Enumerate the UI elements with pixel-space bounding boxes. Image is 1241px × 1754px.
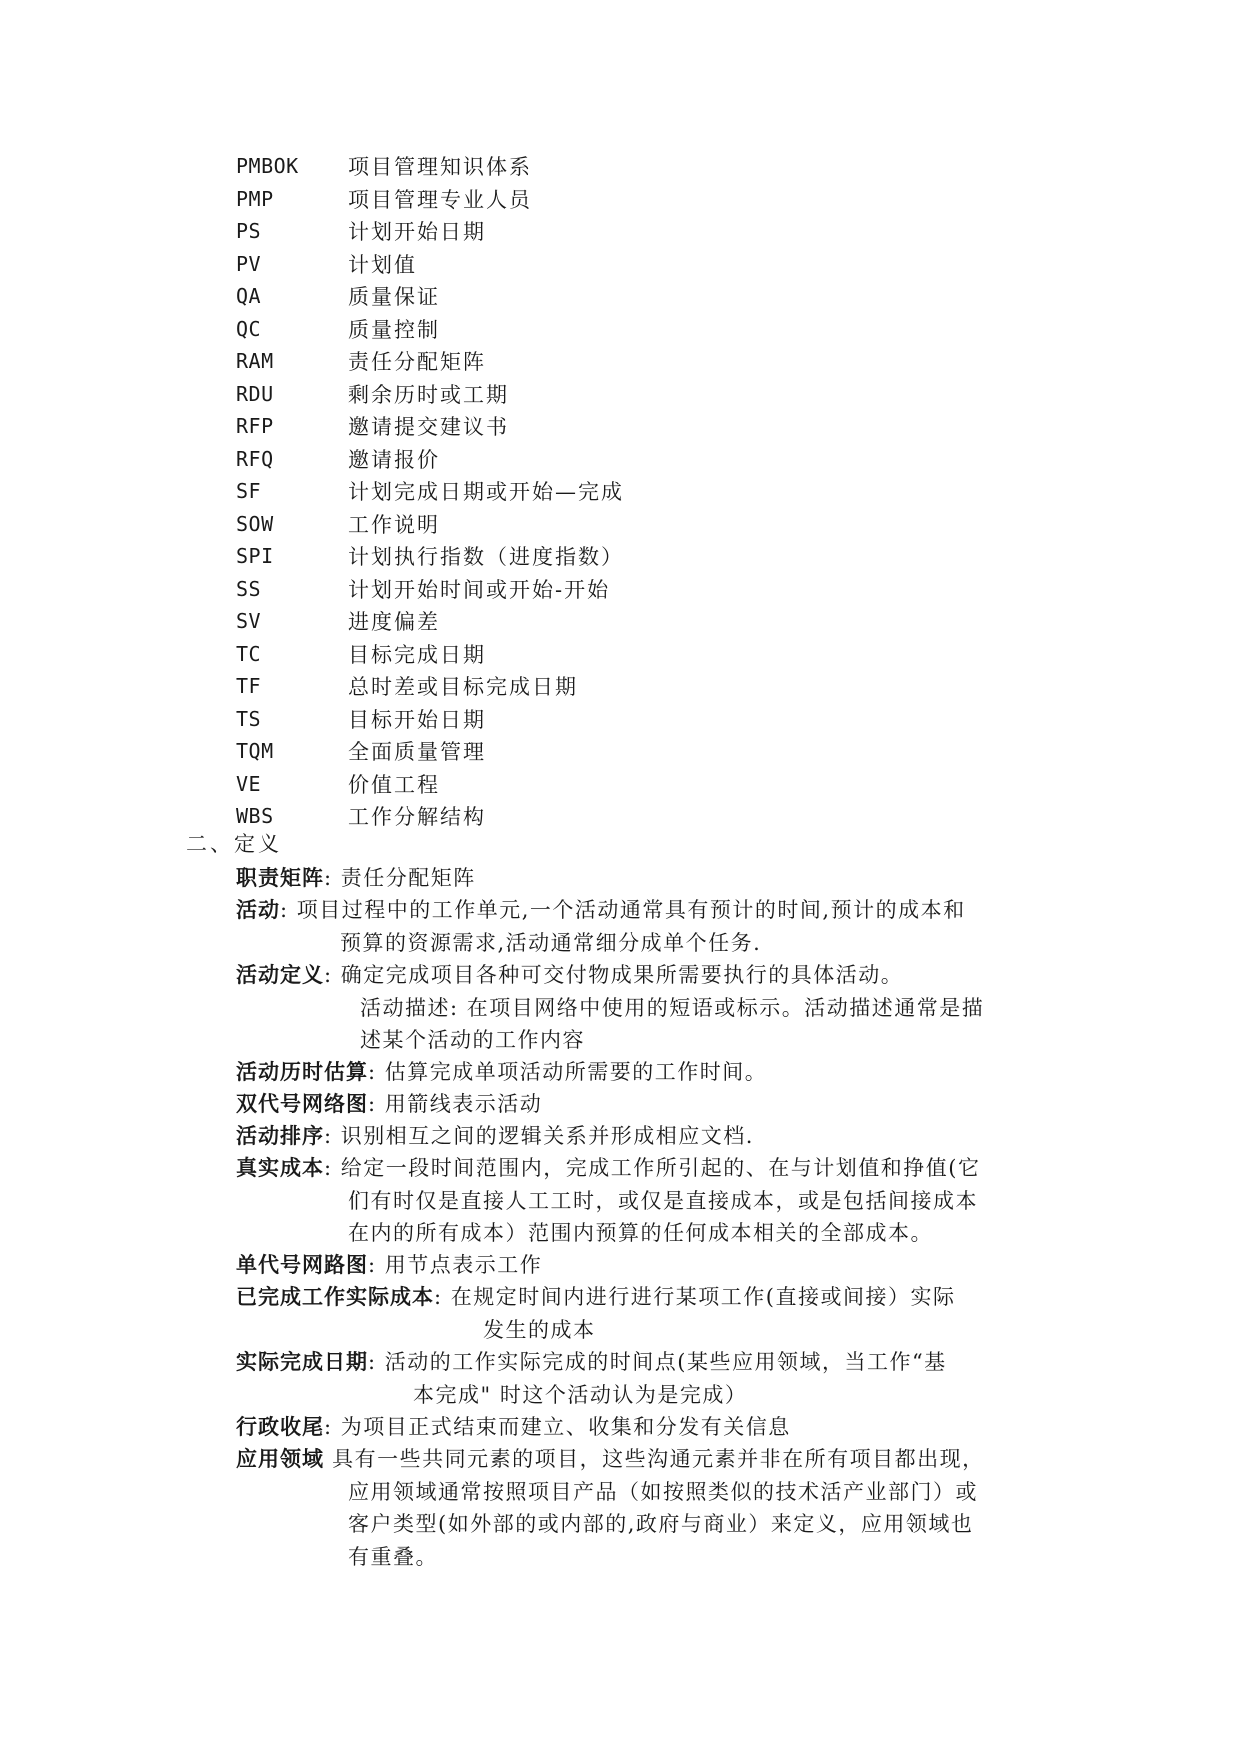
abbreviation-row	[236, 573, 624, 606]
definition-item: 应用领域 具有一些共同元素的项目，这些沟通元素并非在所有项目都出现， 应用领域通常按照项目产品（如按照类似的技术活产业部门）或 客户类型(如外部的或内部的,政府与商业）来定义，应用领域也 有重叠。	[236, 1446, 985, 1569]
definition-term: 已完成工作实际成本	[236, 1284, 434, 1309]
definition-term: 活动定义	[236, 962, 324, 987]
abbreviation-meaning: 计划开始日期	[348, 220, 486, 245]
definition-term: 实际完成日期	[236, 1349, 368, 1374]
definition-term: 单代号网路图	[236, 1252, 368, 1277]
abbreviation-row	[236, 378, 624, 411]
abbreviation-meaning: 计划执行指数（进度指数）	[348, 545, 624, 570]
definition-term: 行政收尾	[236, 1414, 324, 1439]
abbreviation-row	[236, 183, 624, 216]
abbreviation-row	[236, 735, 624, 768]
definition-item: 双代号网络图: 用箭线表示活动	[236, 1091, 543, 1116]
abbreviation-row	[236, 768, 624, 801]
abbreviation-row	[236, 280, 624, 313]
abbreviation-row	[236, 248, 624, 281]
abbreviation-row	[236, 703, 624, 736]
abbreviation-meaning: 计划开始时间或开始-开始	[348, 577, 611, 602]
abbreviation-meaning: 项目管理知识体系	[348, 155, 532, 180]
abbreviation-row	[236, 313, 624, 346]
abbreviation-meaning: 总时差或目标完成日期	[348, 675, 578, 700]
definition-term: 活动	[236, 897, 280, 922]
definition-item: 行政收尾: 为项目正式结束而建立、收集和分发有关信息	[236, 1414, 791, 1439]
abbreviation-code: SV	[236, 609, 262, 634]
abbreviation-code: PV	[236, 251, 262, 276]
abbreviation-meaning: 目标完成日期	[348, 642, 486, 667]
abbreviation-code: RFP	[236, 414, 274, 439]
abbreviation-meaning: 质量保证	[348, 285, 440, 310]
definition-item: 活动排序: 识别相互之间的逻辑关系并形成相应文档.	[236, 1123, 754, 1148]
abbreviation-meaning: 项目管理专业人员	[348, 187, 532, 212]
definition-item: 职责矩阵: 责任分配矩阵	[236, 865, 476, 890]
definition-term: 活动排序	[236, 1123, 324, 1148]
abbreviation-code: TF	[236, 674, 262, 699]
definition-item: 活动历时估算: 估算完成单项活动所需要的工作时间。	[236, 1059, 768, 1084]
definition-term: 双代号网络图	[236, 1091, 368, 1116]
abbreviation-code: SOW	[236, 511, 274, 536]
abbreviation-row	[236, 410, 624, 443]
abbreviation-meaning: 计划完成日期或开始—完成	[348, 480, 624, 505]
definition-term: 职责矩阵	[236, 865, 324, 890]
abbreviation-code: SS	[236, 576, 262, 601]
abbreviation-meaning: 目标开始日期	[348, 707, 486, 732]
abbreviation-code: WBS	[236, 804, 274, 829]
abbreviation-row	[236, 150, 624, 183]
abbreviation-meaning: 价值工程	[348, 772, 440, 797]
abbreviation-meaning: 邀请报价	[348, 447, 440, 472]
abbreviation-row	[236, 605, 624, 638]
abbreviation-code: VE	[236, 771, 262, 796]
abbreviation-meaning: 计划值	[348, 252, 417, 277]
abbreviation-row	[236, 345, 624, 378]
definition-item: 活动定义: 确定完成项目各种可交付物成果所需要执行的具体活动。 活动描述: 在项目网络中使用的短语或标示。活动描述通常是描 述某个活动的工作内容	[236, 962, 985, 1052]
definition-term: 真实成本	[236, 1155, 324, 1180]
abbreviation-meaning: 工作分解结构	[348, 805, 486, 830]
abbreviation-code: RDU	[236, 381, 274, 406]
abbreviation-code: RFQ	[236, 446, 274, 471]
abbreviation-row	[236, 475, 624, 508]
abbreviation-code: TS	[236, 706, 262, 731]
abbreviation-code: SF	[236, 479, 262, 504]
abbreviation-row	[236, 670, 624, 703]
abbreviation-row	[236, 800, 624, 833]
abbreviation-code: PS	[236, 219, 262, 244]
abbreviation-code: SPI	[236, 544, 274, 569]
section-heading: 二、定义	[186, 832, 282, 856]
abbreviation-code: PMBOK	[236, 154, 299, 179]
definition-item: 活动: 项目过程中的工作单元,一个活动通常具有预计的时间,预计的成本和 预算的资源需求,活动通常细分成单个任务.	[236, 897, 966, 955]
abbreviation-code: TQM	[236, 739, 274, 764]
abbreviation-code: QA	[236, 284, 262, 309]
abbreviation-meaning: 剩余历时或工期	[348, 382, 509, 407]
abbreviation-meaning: 质量控制	[348, 317, 440, 342]
definition-item: 真实成本: 给定一段时间范围内，完成工作所引起的、在与计划值和挣值(它 们有时仅是直接人工工时，或仅是直接成本，或是包括间接成本 在内的所有成本）范围内预算的任何成本相关的全部成本。	[236, 1155, 981, 1245]
definition-term: 活动历时估算	[236, 1059, 368, 1084]
abbreviation-code: PMP	[236, 186, 274, 211]
abbreviation-code: TC	[236, 641, 262, 666]
definition-item: 已完成工作实际成本: 在规定时间内进行进行某项工作(直接或间接）实际 发生的成本	[236, 1284, 956, 1342]
abbreviation-row	[236, 443, 624, 476]
definition-item: 实际完成日期: 活动的工作实际完成的时间点(某些应用领域，当工作“基 本完成" 时这个活动认为是完成）	[236, 1349, 947, 1407]
abbreviation-code: RAM	[236, 349, 274, 374]
abbreviation-meaning: 邀请提交建议书	[348, 415, 509, 440]
abbreviation-code: QC	[236, 316, 262, 341]
abbreviation-list	[236, 150, 624, 833]
abbreviation-meaning: 进度偏差	[348, 610, 440, 635]
definition-term: 应用领域	[236, 1446, 324, 1471]
abbreviation-row	[236, 540, 624, 573]
abbreviation-meaning: 责任分配矩阵	[348, 350, 486, 375]
abbreviation-row	[236, 215, 624, 248]
abbreviation-row	[236, 508, 624, 541]
definition-item: 单代号网路图: 用节点表示工作	[236, 1252, 543, 1277]
abbreviation-row	[236, 638, 624, 671]
abbreviation-meaning: 工作说明	[348, 512, 440, 537]
abbreviation-meaning: 全面质量管理	[348, 740, 486, 765]
